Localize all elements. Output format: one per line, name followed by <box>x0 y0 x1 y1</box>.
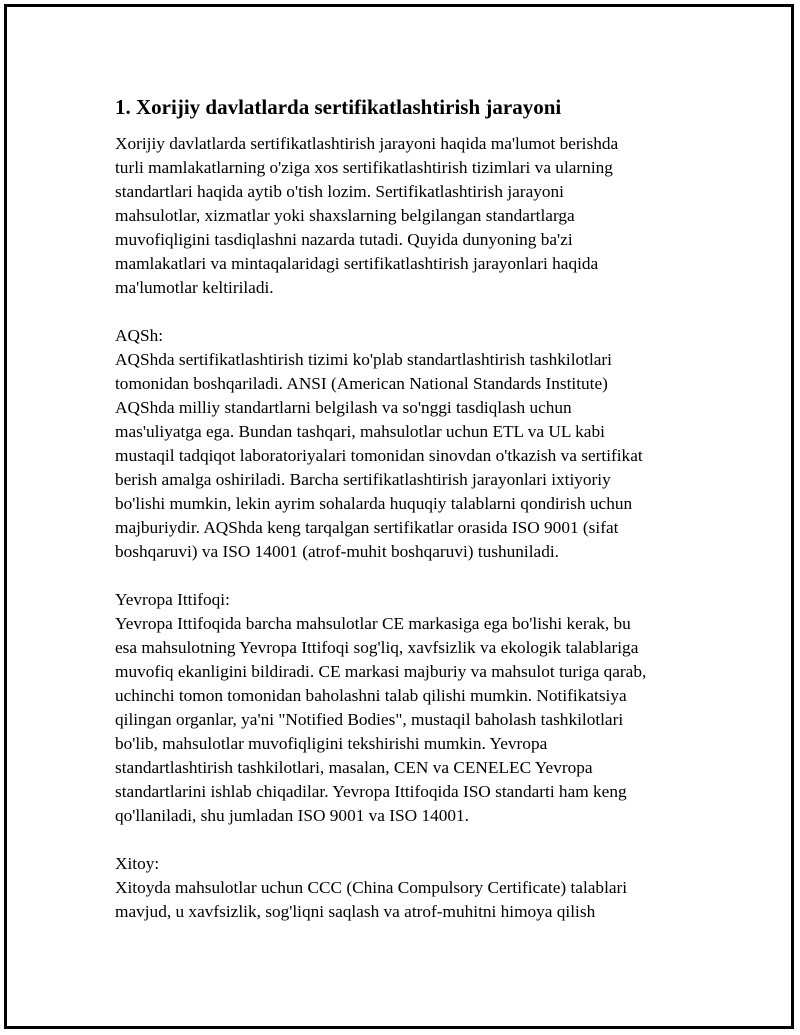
intro-paragraph <box>115 132 685 300</box>
paragraph-line: mustaqil tadqiqot laboratoriyalari tomonidan sinovdan o'tkazish va sertifikat <box>115 446 643 465</box>
section-heading: Xitoy: <box>115 854 160 873</box>
paragraph-line: tomonidan boshqariladi. ANSI (American National Standards Institute) <box>115 374 608 393</box>
paragraph-line: majburiydir. AQShda keng tarqalgan sertifikatlar orasida ISO 9001 (sifat <box>115 518 619 537</box>
paragraph-line: boshqaruvi) va ISO 14001 (atrof-muhit boshqaruvi) tushuniladi. <box>115 542 559 561</box>
paragraph-line: uchinchi tomon tomonidan baholashni talab qilishi mumkin. Notifikatsiya <box>115 686 627 705</box>
paragraph-line: esa mahsulotning Yevropa Ittifoqi sog'liq, xavfsizlik va ekologik talablariga <box>115 638 639 657</box>
paragraph-line: mahsulotlar, xizmatlar yoki shaxslarning belgilangan standartlarga <box>115 206 575 225</box>
paragraph-line: standartlashtirish tashkilotlari, masalan, CEN va CENELEC Yevropa <box>115 758 593 777</box>
page-title: 1. Xorijiy davlatlarda sertifikatlashtirish jarayoni <box>115 95 562 119</box>
paragraph-line: Xorijiy davlatlarda sertifikatlashtirish jarayoni haqida ma'lumot berishda <box>115 134 619 153</box>
paragraph-line: turli mamlakatlarning o'ziga xos sertifikatlashtirish tizimlari va ularning <box>115 158 613 177</box>
section-china <box>115 852 685 924</box>
paragraph-spacer <box>115 564 685 588</box>
section-heading: Yevropa Ittifoqi: <box>115 590 230 609</box>
paragraph-line: qo'llaniladi, shu jumladan ISO 9001 va ISO 14001. <box>115 806 469 825</box>
paragraph-line: muvofiqligini tasdiqlashni nazarda tutadi. Quyida dunyoning ba'zi <box>115 230 573 249</box>
paragraph-line: standartlarini ishlab chiqadilar. Yevropa Ittifoqida ISO standarti ham keng <box>115 782 627 801</box>
paragraph-line: mavjud, u xavfsizlik, sog'liqni saqlash va atrof-muhitni himoya qilish <box>115 902 596 921</box>
paragraph-line: standartlari haqida aytib o'tish lozim. Sertifikatlashtirish jarayoni <box>115 182 564 201</box>
paragraph-line: mamlakatlari va mintaqalaridagi sertifikatlashtirish jarayonlari haqida <box>115 254 599 273</box>
paragraph-line: mas'uliyatga ega. Bundan tashqari, mahsulotlar uchun ETL va UL kabi <box>115 422 605 441</box>
paragraph-line: Yevropa Ittifoqida barcha mahsulotlar CE markasiga ega bo'lishi kerak, bu <box>115 614 631 633</box>
paragraph-line: AQShda milliy standartlarni belgilash va so'nggi tasdiqlash uchun <box>115 398 572 417</box>
paragraph-line: bo'lishi mumkin, lekin ayrim sohalarda huquqiy talablarni qondirish uchun <box>115 494 633 513</box>
paragraph-spacer <box>115 828 685 852</box>
paragraph-line: muvofiq ekanligini bildiradi. CE markasi majburiy va mahsulot turiga qarab, <box>115 662 647 681</box>
section-eu <box>115 588 685 828</box>
paragraph-spacer <box>115 300 685 324</box>
paragraph-line: ma'lumotlar keltiriladi. <box>115 278 274 297</box>
paragraph-line: qilingan organlar, ya'ni "Notified Bodies", mustaqil baholash tashkilotlari <box>115 710 624 729</box>
paragraph-line: AQShda sertifikatlashtirish tizimi ko'plab standartlashtirish tashkilotlari <box>115 350 612 369</box>
section-heading: AQSh: <box>115 326 164 345</box>
paragraph-line: berish amalga oshiriladi. Barcha sertifikatlashtirish jarayonlari ixtiyoriy <box>115 470 611 489</box>
document-body <box>115 94 685 924</box>
paragraph-line: bo'lib, mahsulotlar muvofiqligini tekshirishi mumkin. Yevropa <box>115 734 548 753</box>
paragraph-line: Xitoyda mahsulotlar uchun CCC (China Compulsory Certificate) talablari <box>115 878 628 897</box>
section-usa <box>115 324 685 564</box>
